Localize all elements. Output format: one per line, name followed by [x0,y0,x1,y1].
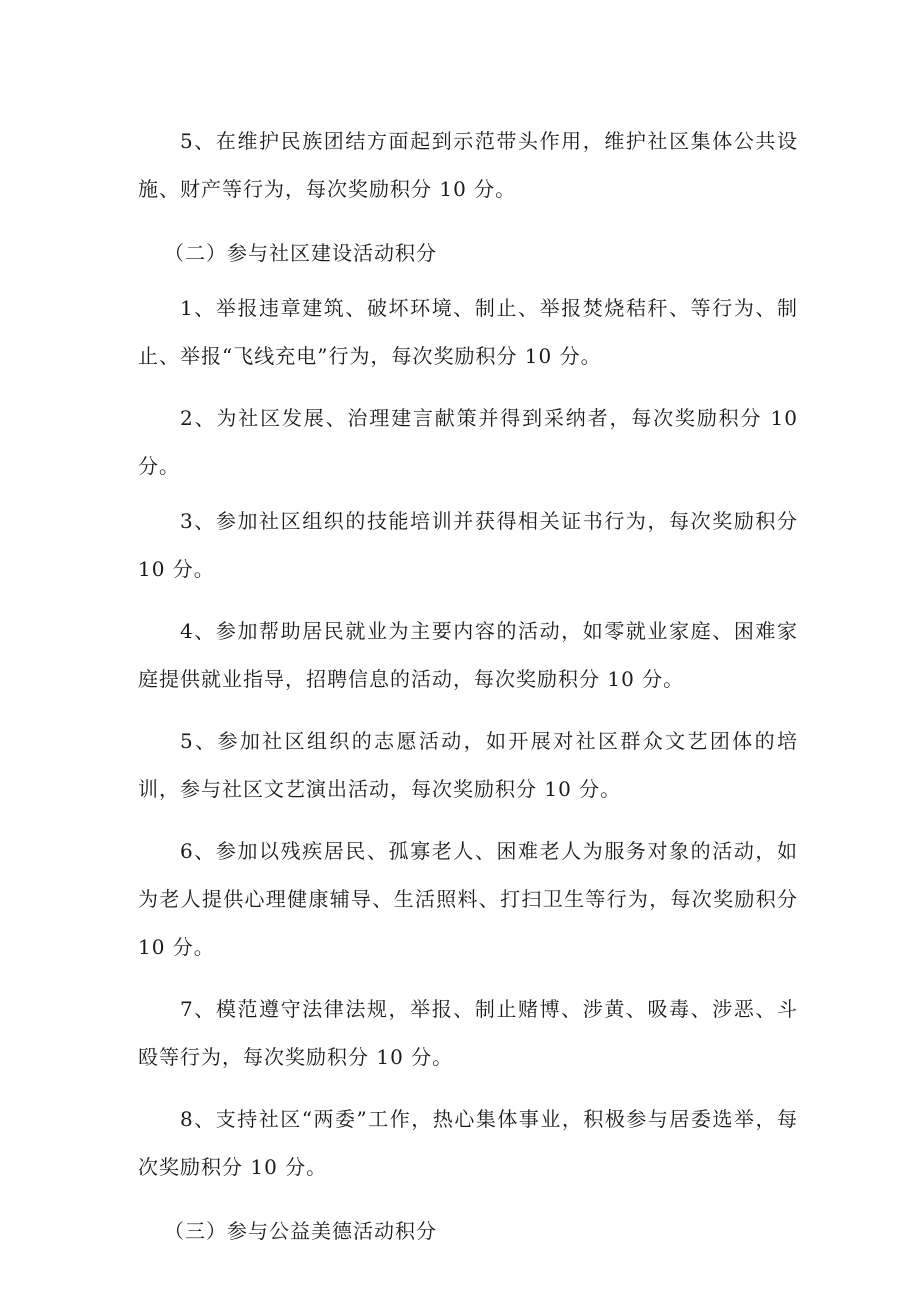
section-heading-public-welfare: （三）参与公益美德活动积分 [164,1219,437,1243]
paragraph-item-5-volunteer: 5、参加社区组织的志愿活动，如开展对社区群众文艺团体的培训，参与社区文艺演出活动，每次奖励积分 10 分。 [138,729,798,801]
paragraph-item-8-support-committee: 8、支持社区“两委”工作，热心集体事业，积极参与居委选举，每次奖励积分 10 分。 [138,1107,798,1179]
paragraph-item-6-elderly-service: 6、参加以残疾居民、孤寡老人、困难老人为服务对象的活动，如为老人提供心理健康辅导、生活照料、打扫卫生等行为，每次奖励积分 10 分。 [138,839,798,959]
paragraph-item-1-report-violations: 1、举报违章建筑、破坏环境、制止、举报焚烧秸秆、等行为、制止、举报“飞线充电”行为，每次奖励积分 10 分。 [138,296,798,368]
section-heading-community-building: （二）参与社区建设活动积分 [164,241,437,265]
paragraph-item-3-skills-training: 3、参加社区组织的技能培训并获得相关证书行为，每次奖励积分 10 分。 [138,509,798,581]
document-body [138,117,798,1255]
paragraph-item-2-suggestions: 2、为社区发展、治理建言献策并得到采纳者，每次奖励积分 10 分。 [138,406,798,478]
paragraph-item-7-law-abiding: 7、模范遵守法律法规，举报、制止赌博、涉黄、吸毒、涉恶、斗殴等行为，每次奖励积分 10 分。 [138,997,798,1069]
paragraph-item-4-employment-help: 4、参加帮助居民就业为主要内容的活动，如零就业家庭、困难家庭提供就业指导，招聘信息的活动，每次奖励积分 10 分。 [138,619,798,691]
paragraph-item-5-unity: 5、在维护民族团结方面起到示范带头作用，维护社区集体公共设施、财产等行为，每次奖励积分 10 分。 [138,129,798,201]
